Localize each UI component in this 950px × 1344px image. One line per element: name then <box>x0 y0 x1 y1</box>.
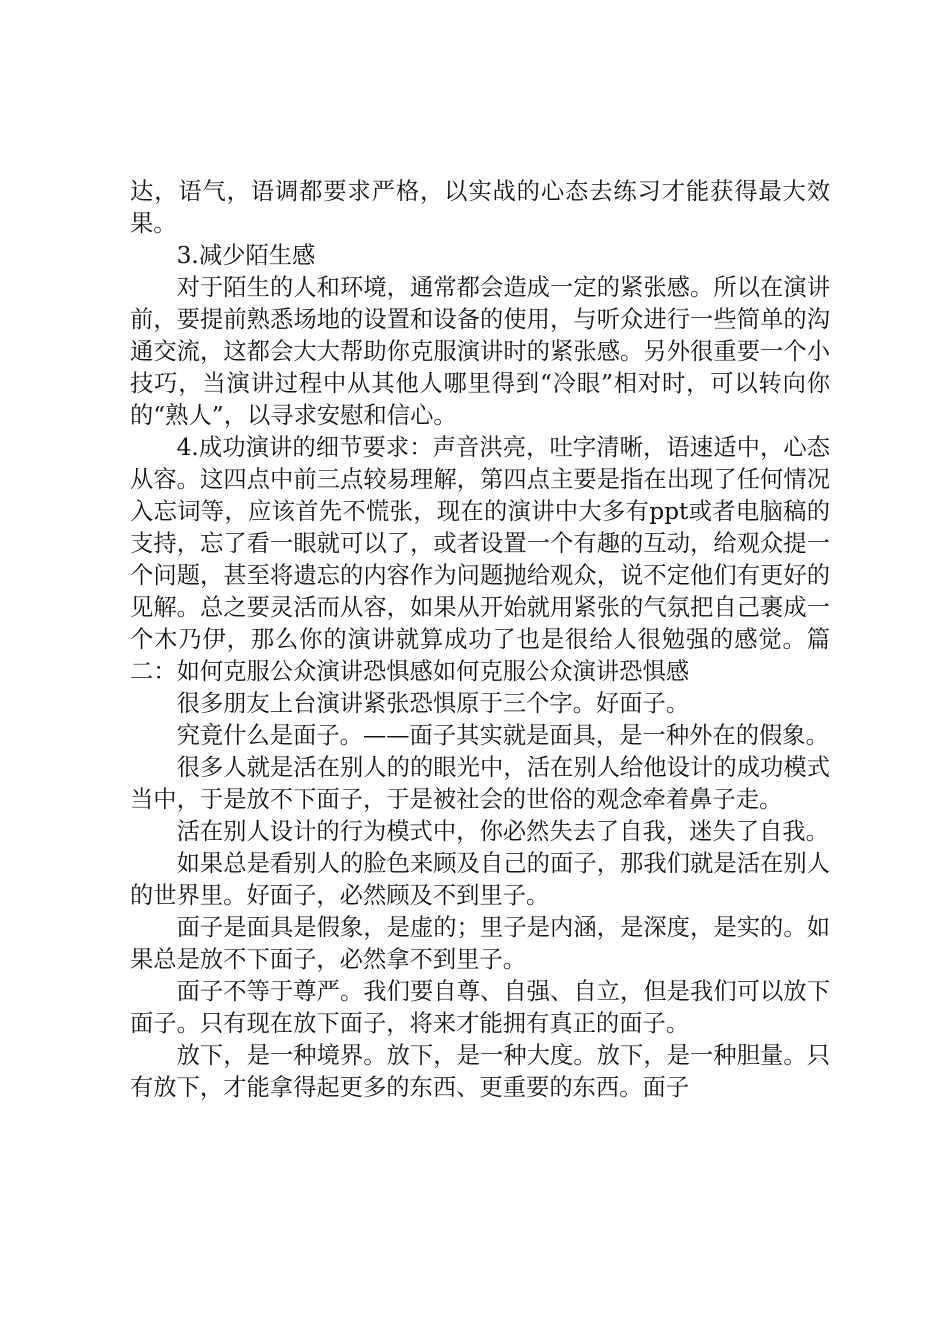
paragraph-4: 4.成功演讲的细节要求：声音洪亮，吐字清晰，语速适中，心态从容。这四点中前三点较易理解，第四点主要是指在出现了任何情况入忘词等，应该首先不慌张，现在的演讲中大多有ppt或者电脑稿的支持，忘了看一眼就可以了，或者设置一个有趣的互动，给观众提一个问题，甚至将遗忘的内容作为问题抛给观众，说不定他们有更好的见解。总之要灵活而从容，如果从开始就用紧张的气氛把自己裹成一个木乃伊，那么你的演讲就算成功了也是很给人很勉强的感觉。篇二：如何克服公众演讲恐惧感如何克服公众演讲恐惧感 <box>130 434 830 685</box>
paragraph-8: 活在别人设计的行为模式中，你必然失去了自我，迷失了自我。 <box>176 818 829 845</box>
paragraph-9: 如果总是看别人的脸色来顾及自己的面子，那我们就是活在别人的世界里。好面子，必然顾及不到里子。 <box>130 850 830 909</box>
section-heading-3: 3.减少陌生感 <box>176 242 316 269</box>
paragraph-1: 达，语气，语调都要求严格，以实战的心态去练习才能获得最大效果。 <box>130 178 830 237</box>
paragraph-3: 对于陌生的人和环境，通常都会造成一定的紧张感。所以在演讲前，要提前熟悉场地的设置和设备的使用，与听众进行一些简单的沟通交流，这都会大大帮助你克服演讲时的紧张感。另外很重要一个小技巧，当演讲过程中从其他人哪里得到“冷眼”相对时，可以转向你的“熟人”，以寻求安慰和信心。 <box>130 274 830 429</box>
paragraph-5: 很多朋友上台演讲紧张恐惧原于三个字。好面子。 <box>176 690 690 717</box>
document-page <box>130 176 830 1104</box>
paragraph-6: 究竟什么是面子。——面子其实就是面具，是一种外在的假象。 <box>176 722 829 749</box>
paragraph-11: 面子不等于尊严。我们要自尊、自强、自立，但是我们可以放下面子。只有现在放下面子，将来才能拥有真正的面子。 <box>130 978 830 1037</box>
paragraph-12: 放下，是一种境界。放下，是一种大度。放下，是一种胆量。只有放下，才能拿得起更多的东西、更重要的东西。面子 <box>130 1042 830 1101</box>
paragraph-7: 很多人就是活在别人的的眼光中，活在别人给他设计的成功模式当中，于是放不下面子，于是被社会的世俗的观念牵着鼻子走。 <box>130 754 830 813</box>
paragraph-10: 面子是面具是假象，是虚的；里子是内涵，是深度，是实的。如果总是放不下面子，必然拿不到里子。 <box>130 914 830 973</box>
